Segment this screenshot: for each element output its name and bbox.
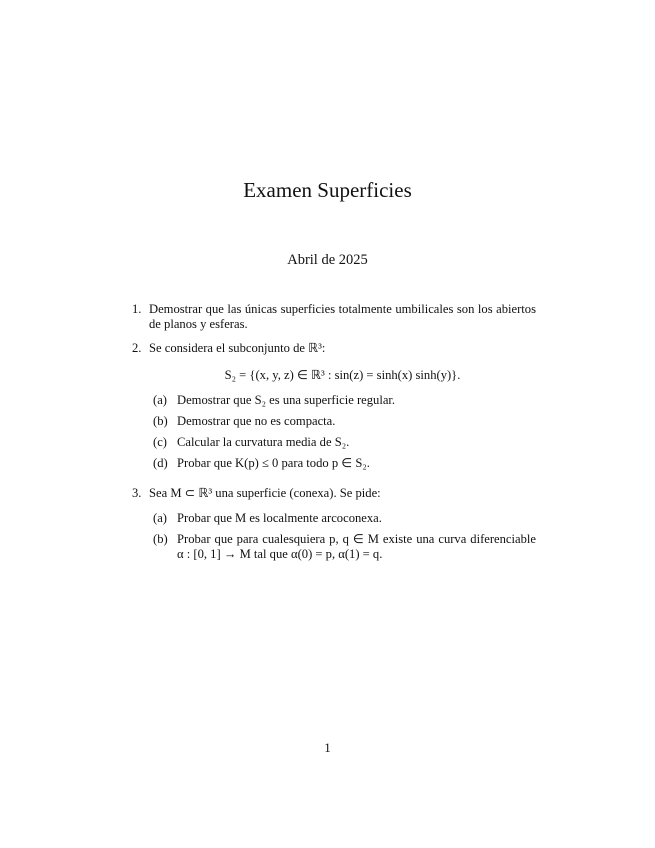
part-text: Probar que M es localmente arcoconexa. — [177, 511, 382, 525]
question-text: Demostrar que las únicas superficies totalmente umbilicales son los abiertos de planos y esferas. — [149, 302, 536, 331]
question-part — [153, 393, 536, 408]
part-text: Probar que para cualesquiera p, q ∈ M existe una curva diferenciable α : [0, 1] → M tal que α(0) = p, α(1) = q. — [177, 532, 536, 561]
question-part — [153, 532, 536, 562]
question-number: 2. — [132, 341, 142, 355]
question-number: 1. — [132, 302, 142, 316]
question-text: Sea M ⊂ ℝ³ una superficie (conexa). Se pide: — [149, 486, 381, 500]
part-text: Demostrar que no es compacta. — [177, 414, 336, 428]
part-text: Probar que K(p) ≤ 0 para todo p ∈ S₂. — [177, 456, 370, 470]
question-part — [153, 414, 536, 429]
question-1 — [132, 302, 536, 332]
exam-date: Abril de 2025 — [287, 252, 368, 268]
part-text: Calcular la curvatura media de S₂. — [177, 435, 350, 449]
part-label: (a) — [153, 393, 167, 407]
question-number: 3. — [132, 486, 142, 500]
part-label: (b) — [153, 414, 168, 428]
part-label: (c) — [153, 435, 167, 449]
question-part — [153, 435, 536, 450]
question-2 — [132, 341, 536, 477]
part-label: (a) — [153, 511, 167, 525]
part-label: (b) — [153, 532, 168, 546]
part-text: Demostrar que S₂ es una superficie regular. — [177, 393, 396, 407]
question-text: Se considera el subconjunto de ℝ³: — [149, 341, 326, 355]
part-label: (d) — [153, 456, 168, 470]
questions-list — [132, 302, 536, 577]
question-part — [153, 456, 536, 471]
question-part — [153, 511, 536, 526]
display-equation: S₂ = {(x, y, z) ∈ ℝ³ : sin(z) = sinh(x) sinh(y)}. — [224, 368, 461, 382]
exam-title: Examen Superficies — [243, 178, 412, 202]
page-number: 1 — [324, 740, 331, 755]
question-3 — [132, 486, 536, 568]
